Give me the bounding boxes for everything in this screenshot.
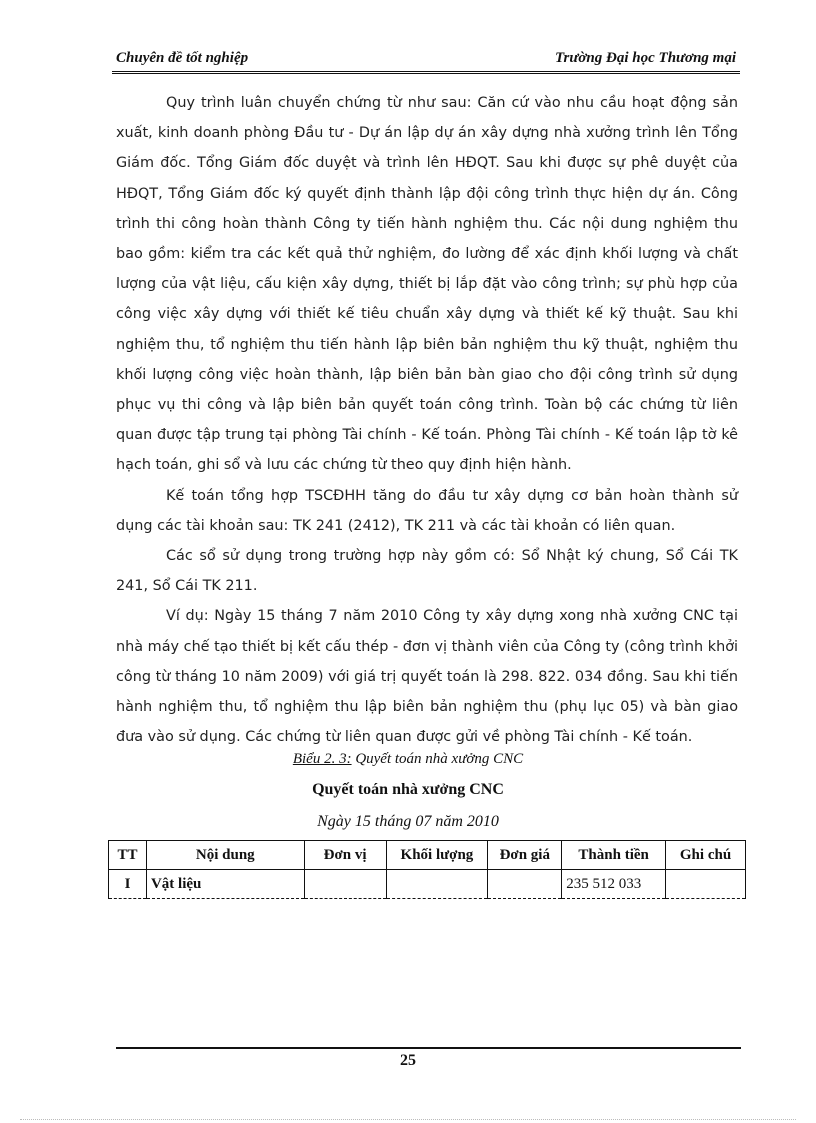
header-right-title: Trường Đại học Thương mại bbox=[554, 50, 736, 66]
table-cell: 235 512 033 bbox=[562, 870, 666, 899]
page-number: 25 bbox=[400, 1052, 416, 1069]
figure-caption bbox=[0, 751, 816, 768]
column-header: Ghi chú bbox=[666, 841, 746, 870]
column-header: Đơn vị bbox=[304, 841, 386, 870]
settlement-table bbox=[108, 840, 746, 899]
caption-text: Quyết toán nhà xưởng CNC bbox=[351, 751, 524, 767]
column-header: Thành tiền bbox=[562, 841, 666, 870]
table-cell bbox=[666, 870, 746, 899]
table-cell: Vật liệu bbox=[146, 870, 304, 899]
column-header: Khối lượng bbox=[386, 841, 488, 870]
paragraph: Ví dụ: Ngày 15 tháng 7 năm 2010 Công ty xây dựng xong nhà xưởng CNC tại nhà máy chế tạo thiết bị kết cấu thép - đơn vị thành viên của Công ty (công trình khởi công từ tháng 10 năm 2009) với giá trị quyết toán là 298. 822. 034 đồng. Sau khi tiến hành nghiệm thu, tổ nghiệm thu lập biên bản nghiệm thu (phụ lục 05) và bàn giao đưa vào sử dụng. Các chứng từ liên quan được gửi về phòng Tài chính - Kế toán. bbox=[116, 608, 738, 746]
table-cell bbox=[304, 870, 386, 899]
table-header-row bbox=[109, 841, 746, 870]
footer-divider bbox=[116, 1047, 741, 1049]
paragraph: Quy trình luân chuyển chứng từ như sau: Căn cứ vào nhu cầu hoạt động sản xuất, kinh doanh phòng Đầu tư - Dự án lập dự án xây dựng nhà xưởng trình lên Tổng Giám đốc. Tổng Giám đốc duyệt và trình lên HĐQT. Sau khi được sự phê duyệt của HĐQT, Tổng Giám đốc ký quyết định thành lập đội công trình thực hiện dự án. Công trình thi công hoàn thành Công ty tiến hành nghiệm thu. Các nội dung nghiệm thu bao gồm: kiểm tra các kết quả thử nghiệm, đo lường để xác định khối lượng và chất lượng của vật liệu, cấu kiện xây dựng, thiết bị lắp đặt vào công trình; sự phù hợp của công việc xây dựng với thiết kế tiêu chuẩn xây dựng và thiết kế kỹ thuật. Sau khi nghiệm thu, tổ nghiệm thu tiến hành lập biên bản nghiệm thu kỹ thuật, nghiệm thu khối lượng công việc hoàn thành, lập biên bản bàn giao cho đội công trình sử dụng phục vụ thi công và lập biên bản quyết toán công trình. Toàn bộ các chứng từ liên quan được tập trung tại phòng Tài chính - Kế toán. Phòng Tài chính - Kế toán lập tờ kê hạch toán, ghi sổ và lưu các chứng từ theo quy định hiện hành. bbox=[116, 95, 738, 474]
header-divider bbox=[112, 71, 740, 74]
paragraph: Kế toán tổng hợp TSCĐHH tăng do đầu tư xây dựng cơ bản hoàn thành sử dụng các tài khoản sau: TK 241 (2412), TK 211 và các tài khoản có liên quan. bbox=[116, 487, 738, 534]
caption-label: Biểu 2. 3: bbox=[292, 751, 352, 767]
body-text bbox=[116, 88, 738, 752]
table-title: Quyết toán nhà xưởng CNC bbox=[312, 781, 504, 798]
table-date: Ngày 15 tháng 07 năm 2010 bbox=[317, 813, 499, 830]
column-header: Nội dung bbox=[146, 841, 304, 870]
table-cell bbox=[488, 870, 562, 899]
page-header bbox=[116, 46, 736, 68]
table-cell bbox=[386, 870, 488, 899]
page-bottom-dotted-line bbox=[20, 1119, 796, 1120]
header-left-title: Chuyên đề tốt nghiệp bbox=[116, 50, 249, 66]
table-row bbox=[109, 870, 746, 899]
paragraph: Các sổ sử dụng trong trường hợp này gồm có: Sổ Nhật ký chung, Sổ Cái TK 241, Sổ Cái TK 211. bbox=[116, 548, 738, 595]
column-header: TT bbox=[109, 841, 147, 870]
table-cell: I bbox=[109, 870, 147, 899]
column-header: Đơn giá bbox=[488, 841, 562, 870]
